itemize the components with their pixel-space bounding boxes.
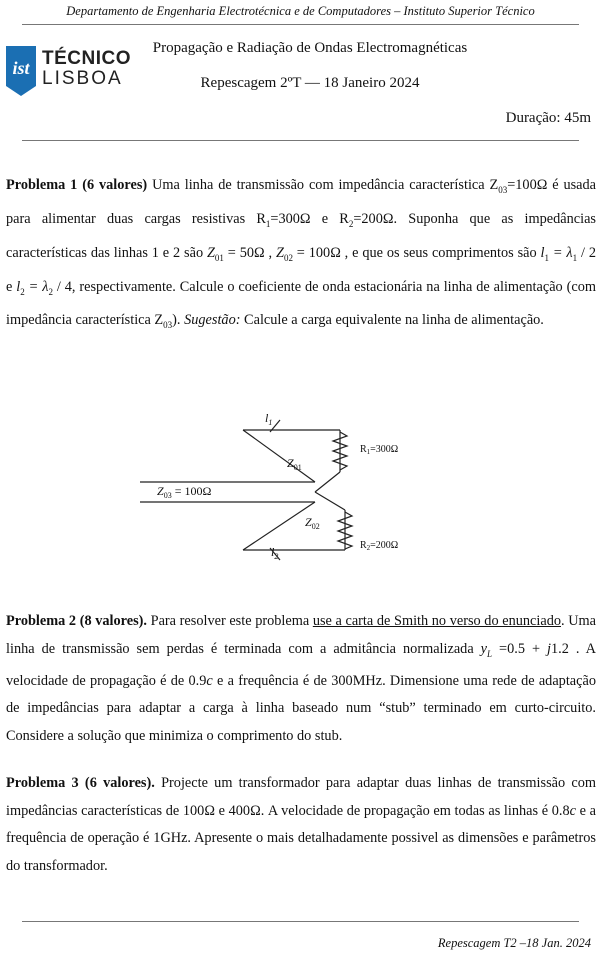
logo-line2: LISBOA xyxy=(42,68,123,89)
problem2-heading: Problema 2 (8 valores). xyxy=(6,613,147,629)
svg-text:ist: ist xyxy=(12,58,30,78)
duration: Duração: 45m xyxy=(505,110,591,126)
label-r2: $R_2=200\Omega$ xyxy=(360,540,399,552)
page-footer: Repescagem T2 –18 Jan. 2024 xyxy=(437,936,591,950)
label-z03: $Z_{03} = 100\Omega$ xyxy=(157,484,212,500)
branch1-outer xyxy=(243,430,315,482)
footer-rule xyxy=(22,921,579,922)
course-title: Propagação e Radiação de Ondas Electromagnéticas xyxy=(152,40,468,56)
branch2-inner xyxy=(315,492,345,510)
exam-title: Repescagem 2ºT — 18 Janeiro 2024 xyxy=(200,75,420,91)
hint-label: Sugestão: xyxy=(184,312,241,329)
header-rule xyxy=(22,24,579,25)
problem3-text: Problema 3 (6 valores). Projecte um transformador para adaptar duas linhas de transmissão com impedâncias características de 100Ω e 400Ω. A velocidade de propagação em todas as linhas é 0.8c e a frequência de operação é 1GHz. Apresente o mais detalhadamente possivel as dimensões e parâmetros do transformador. xyxy=(6,775,597,874)
problem1-heading: Problema 1 (6 valores) xyxy=(6,177,148,193)
label-z01: $Z_{01}$ xyxy=(287,456,302,472)
problem1-text: Problema 1 (6 valores) Uma linha de transmissão com impedância característica $Z_{03}=100\Omega$ é usada para alimentar duas cargas resistivas $R_1=300\Omega$ e $R_2=200\Omega$. Suponha que as impedâncias características das linhas 1 e 2 são $Z_{01} = 50\Omega$ , $Z_{02} = 100\Omega$ , e que os seus comprimentos são $l_1 = \lambda_1 / 2$ e $l_2 = \lambda_2 / 4$, respectivamente. Calcule o coeficiente de onda estacionária na linha de alimentação (com impedância característica $Z_{03}$). Sugestão: Calcule a carga equivalente na linha de alimentação. xyxy=(6,177,597,331)
label-r1: $R_1=300\Omega$ xyxy=(360,444,399,456)
logo-line1: TÉCNICO xyxy=(42,48,131,69)
branch1-inner xyxy=(315,472,340,492)
problem3-heading: Problema 3 (6 valores). xyxy=(6,775,155,791)
smith-chart-instruction: use a carta de Smith no verso do enunciado xyxy=(312,613,561,629)
label-l2: $l_2$ xyxy=(271,545,279,561)
title-rule xyxy=(22,140,579,141)
label-z02: $Z_{02}$ xyxy=(305,515,320,531)
label-l1: $l_1$ xyxy=(265,411,273,427)
page-header: Departamento de Engenharia Electrotécnica e de Computadores – Instituto Superior Técnico xyxy=(66,4,535,18)
problem2-text: Problema 2 (8 valores). Para resolver este problema use a carta de Smith no verso do enunciado. Uma linha de transmissão sem perdas é terminada com a admitância normalizada $y_L =0.5 + j1.2$ . A velocidade de propagação é de 0.9c e a frequência é de 300MHz. Dimensione uma rede de adaptação de impedâncias para adaptar a carga à linha baseado num “stub” terminado em curto-circuito. Considere a solução que minimiza o comprimento do stub. xyxy=(6,613,596,744)
tecnico-logo xyxy=(6,46,131,96)
circuit-figure xyxy=(135,410,455,570)
